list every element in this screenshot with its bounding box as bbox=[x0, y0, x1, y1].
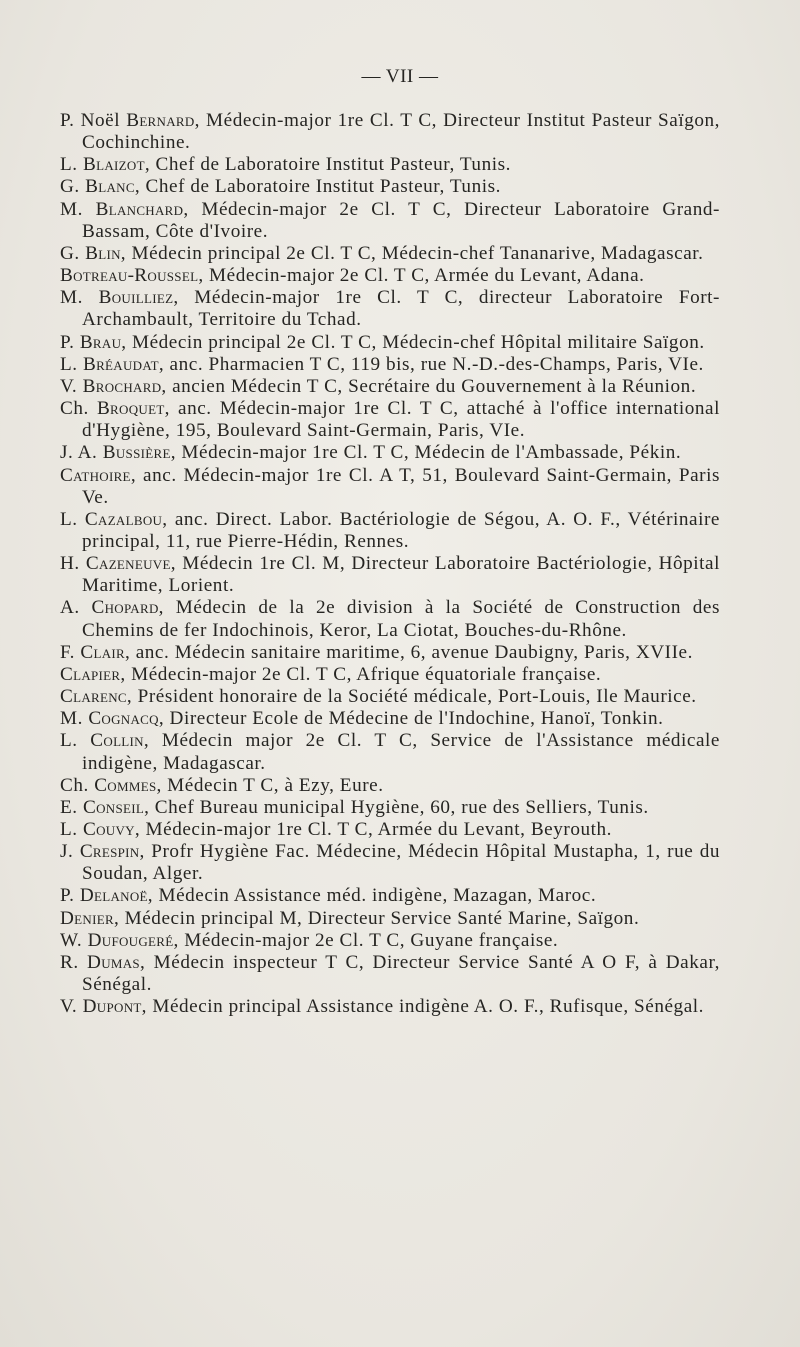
list-item bbox=[60, 154, 720, 176]
entry-details: , Médecin-major 1re Cl. T C, Directeur Institut Pasteur Saïgon, Cochinchine. bbox=[82, 110, 720, 154]
member-list bbox=[60, 110, 720, 1018]
entry-surname: Cazeneuve bbox=[85, 553, 171, 575]
entry-details: , Médecin-major 2e Cl. T C, Directeur Laboratoire Grand-Bassam, Côte d'Ivoire. bbox=[82, 198, 720, 242]
list-item bbox=[60, 110, 720, 154]
entry-surname: Blin bbox=[85, 242, 121, 264]
entry-initials: L. bbox=[60, 819, 78, 840]
entry-details: , ancien Médecin T C, Secrétaire du Gouvernement à la Réunion. bbox=[161, 375, 697, 397]
entry-details: , Profr Hygiène Fac. Médecine, Médecin Hôpital Mustapha, 1, rue du Soudan, Alger. bbox=[82, 841, 720, 885]
entry-details: , Médecin-major 2e Cl. T C, Afrique équatoriale française. bbox=[120, 663, 602, 685]
entry-surname: Broquet bbox=[96, 398, 165, 420]
entry-details: , Médecin inspecteur T C, Directeur Service Santé A O F, à Dakar, Sénégal. bbox=[82, 951, 720, 996]
list-item bbox=[60, 287, 720, 331]
entry-details: , anc. Pharmacien T C, 119 bis, rue N.-D.-des-Champs, Paris, VIe. bbox=[158, 353, 704, 375]
list-item bbox=[60, 176, 720, 198]
list-item bbox=[60, 332, 720, 354]
list-item bbox=[60, 686, 720, 708]
entry-surname: Clarenc bbox=[60, 686, 127, 708]
entry-surname: Dupont bbox=[82, 996, 142, 1018]
list-item bbox=[60, 199, 720, 243]
entry-surname: Bernard bbox=[126, 110, 195, 131]
list-item bbox=[60, 642, 720, 664]
entry-initials: V. bbox=[60, 375, 78, 397]
list-item bbox=[60, 841, 720, 885]
entry-surname: Collin bbox=[90, 730, 144, 752]
entry-surname: Delanoë bbox=[79, 885, 148, 907]
list-item bbox=[60, 597, 720, 641]
list-item bbox=[60, 354, 720, 376]
entry-initials: G. bbox=[60, 242, 80, 264]
list-item bbox=[60, 265, 720, 287]
entry-initials: J. bbox=[60, 841, 74, 863]
list-item bbox=[60, 708, 720, 730]
list-item bbox=[60, 730, 720, 774]
entry-surname: Brochard bbox=[82, 375, 162, 397]
entry-details: , anc. Médecin sanitaire maritime, 6, avenue Daubigny, Paris, XVIIe. bbox=[125, 641, 693, 663]
list-item bbox=[60, 465, 720, 509]
list-item bbox=[60, 553, 720, 597]
list-item bbox=[60, 930, 720, 952]
entry-initials: V. bbox=[60, 996, 78, 1018]
entry-initials: E. bbox=[60, 796, 78, 818]
entry-surname: Bréaudat bbox=[82, 353, 159, 375]
entry-surname: Blaizot bbox=[82, 154, 145, 176]
entry-details: , Chef Bureau municipal Hygiène, 60, rue des Selliers, Tunis. bbox=[144, 796, 649, 818]
entry-surname: Bussière bbox=[102, 442, 171, 464]
entry-surname: Dufougeré bbox=[87, 929, 174, 951]
entry-initials: A. bbox=[60, 597, 80, 619]
list-item bbox=[60, 243, 720, 265]
entry-initials: L. bbox=[60, 508, 78, 530]
entry-details: , Médecin principal 2e Cl. T C, Médecin-chef Tananarive, Madagascar. bbox=[120, 242, 704, 264]
entry-details: , Chef de Laboratoire Institut Pasteur, Tunis. bbox=[144, 154, 511, 176]
page-number: — VII — bbox=[361, 66, 439, 87]
entry-surname: Brau bbox=[79, 331, 122, 353]
entry-initials: J. A. bbox=[60, 442, 98, 464]
entry-initials: H. bbox=[60, 553, 80, 575]
entry-surname: Clair bbox=[80, 641, 126, 663]
entry-details: , anc. Direct. Labor. Bactériologie de Ségou, A. O. F., Vétérinaire principal, 11, rue Pierre-Hédin, Rennes. bbox=[82, 508, 720, 552]
entry-details: , anc. Médecin-major 1re Cl. T C, attaché à l'office international d'Hygiène, 195, Boulevard Saint-Germain, Paris, VIe. bbox=[82, 398, 720, 442]
list-item bbox=[60, 996, 720, 1018]
entry-surname: Conseil bbox=[82, 796, 145, 818]
entry-surname: Couvy bbox=[82, 819, 135, 840]
entry-details: , Médecin principal M, Directeur Service Santé Marine, Saïgon. bbox=[113, 907, 640, 929]
entry-surname: Cognacq bbox=[88, 708, 159, 730]
entry-initials: Ch. bbox=[60, 774, 89, 796]
entry-details: , Médecin Assistance méd. indigène, Mazagan, Maroc. bbox=[147, 885, 597, 907]
entry-details: , Médecin de la 2e division à la Société de Construction des Chemins de fer Indochinois, Keror, La Ciotat, Bouches-du-Rhône. bbox=[82, 597, 720, 641]
entry-surname: Clapier bbox=[60, 663, 121, 685]
entry-initials: L. bbox=[60, 353, 78, 375]
list-item bbox=[60, 885, 720, 907]
entry-initials: M. bbox=[60, 198, 83, 220]
entry-initials: L. bbox=[60, 154, 78, 176]
entry-surname: Blanchard bbox=[95, 198, 184, 220]
entry-initials: L. bbox=[60, 730, 78, 752]
entry-surname: Denier bbox=[60, 907, 114, 929]
list-item bbox=[60, 775, 720, 797]
list-item bbox=[60, 797, 720, 819]
entry-initials: Ch. bbox=[60, 398, 89, 420]
entry-initials: P. bbox=[60, 885, 75, 907]
entry-initials: M. bbox=[60, 708, 83, 730]
entry-initials: P. Noël bbox=[60, 110, 121, 131]
entry-details: , Médecin-major 2e Cl. T C, Armée du Levant, Adana. bbox=[198, 265, 645, 287]
list-item bbox=[60, 509, 720, 553]
entry-surname: Commes bbox=[94, 774, 157, 796]
entry-details: , Médecin 1re Cl. M, Directeur Laboratoire Bactériologie, Hôpital Maritime, Lorient. bbox=[82, 553, 720, 597]
entry-initials: F. bbox=[60, 641, 76, 663]
entry-surname: Cazalbou bbox=[84, 508, 163, 530]
entry-surname: Blanc bbox=[85, 176, 135, 198]
entry-initials: M. bbox=[60, 287, 83, 309]
entry-details: , Directeur Ecole de Médecine de l'Indochine, Hanoï, Tonkin. bbox=[158, 708, 664, 730]
entry-surname: Chopard bbox=[91, 597, 159, 619]
entry-initials: P. bbox=[60, 331, 75, 353]
entry-initials: G. bbox=[60, 176, 80, 198]
entry-details: , Médecin-major 1re Cl. T C, Médecin de l'Ambassade, Pékin. bbox=[170, 442, 682, 464]
entry-surname: Botreau-Roussel bbox=[60, 265, 199, 287]
list-item bbox=[60, 952, 720, 996]
entry-surname: Crespin bbox=[79, 841, 140, 863]
entry-details: , Médecin-major 2e Cl. T C, Guyane française. bbox=[173, 929, 559, 951]
entry-initials: W. bbox=[60, 929, 83, 951]
entry-surname: Bouilliez bbox=[98, 287, 174, 309]
list-item bbox=[60, 908, 720, 930]
entry-surname: Cathoire bbox=[60, 464, 131, 486]
entry-details: , Médecin principal 2e Cl. T C, Médecin-chef Hôpital militaire Saïgon. bbox=[121, 331, 705, 353]
list-item bbox=[60, 376, 720, 398]
list-item bbox=[60, 398, 720, 442]
entry-details: , Médecin principal Assistance indigène A. O. F., Rufisque, Sénégal. bbox=[141, 996, 704, 1018]
entry-details: , Chef de Laboratoire Institut Pasteur, Tunis. bbox=[134, 176, 501, 198]
list-item bbox=[60, 819, 720, 841]
list-item bbox=[60, 442, 720, 464]
list-item bbox=[60, 664, 720, 686]
entry-details: , Médecin T C, à Ezy, Eure. bbox=[156, 774, 384, 796]
entry-details: , Médecin major 2e Cl. T C, Service de l'Assistance médicale indigène, Madagascar. bbox=[82, 730, 720, 774]
entry-surname: Dumas bbox=[87, 951, 140, 973]
entry-details: , Médecin-major 1re Cl. T C, directeur Laboratoire Fort-Archambault, Territoire du Tchad. bbox=[82, 287, 720, 331]
entry-details: , Président honoraire de la Société médicale, Port-Louis, Ile Maurice. bbox=[126, 686, 697, 708]
entry-details: , Médecin-major 1re Cl. T C, Armée du Levant, Beyrouth. bbox=[134, 819, 612, 840]
entry-details: , anc. Médecin-major 1re Cl. A T, 51, Boulevard Saint-Germain, Paris Ve. bbox=[82, 464, 720, 508]
entry-initials: R. bbox=[60, 951, 79, 973]
